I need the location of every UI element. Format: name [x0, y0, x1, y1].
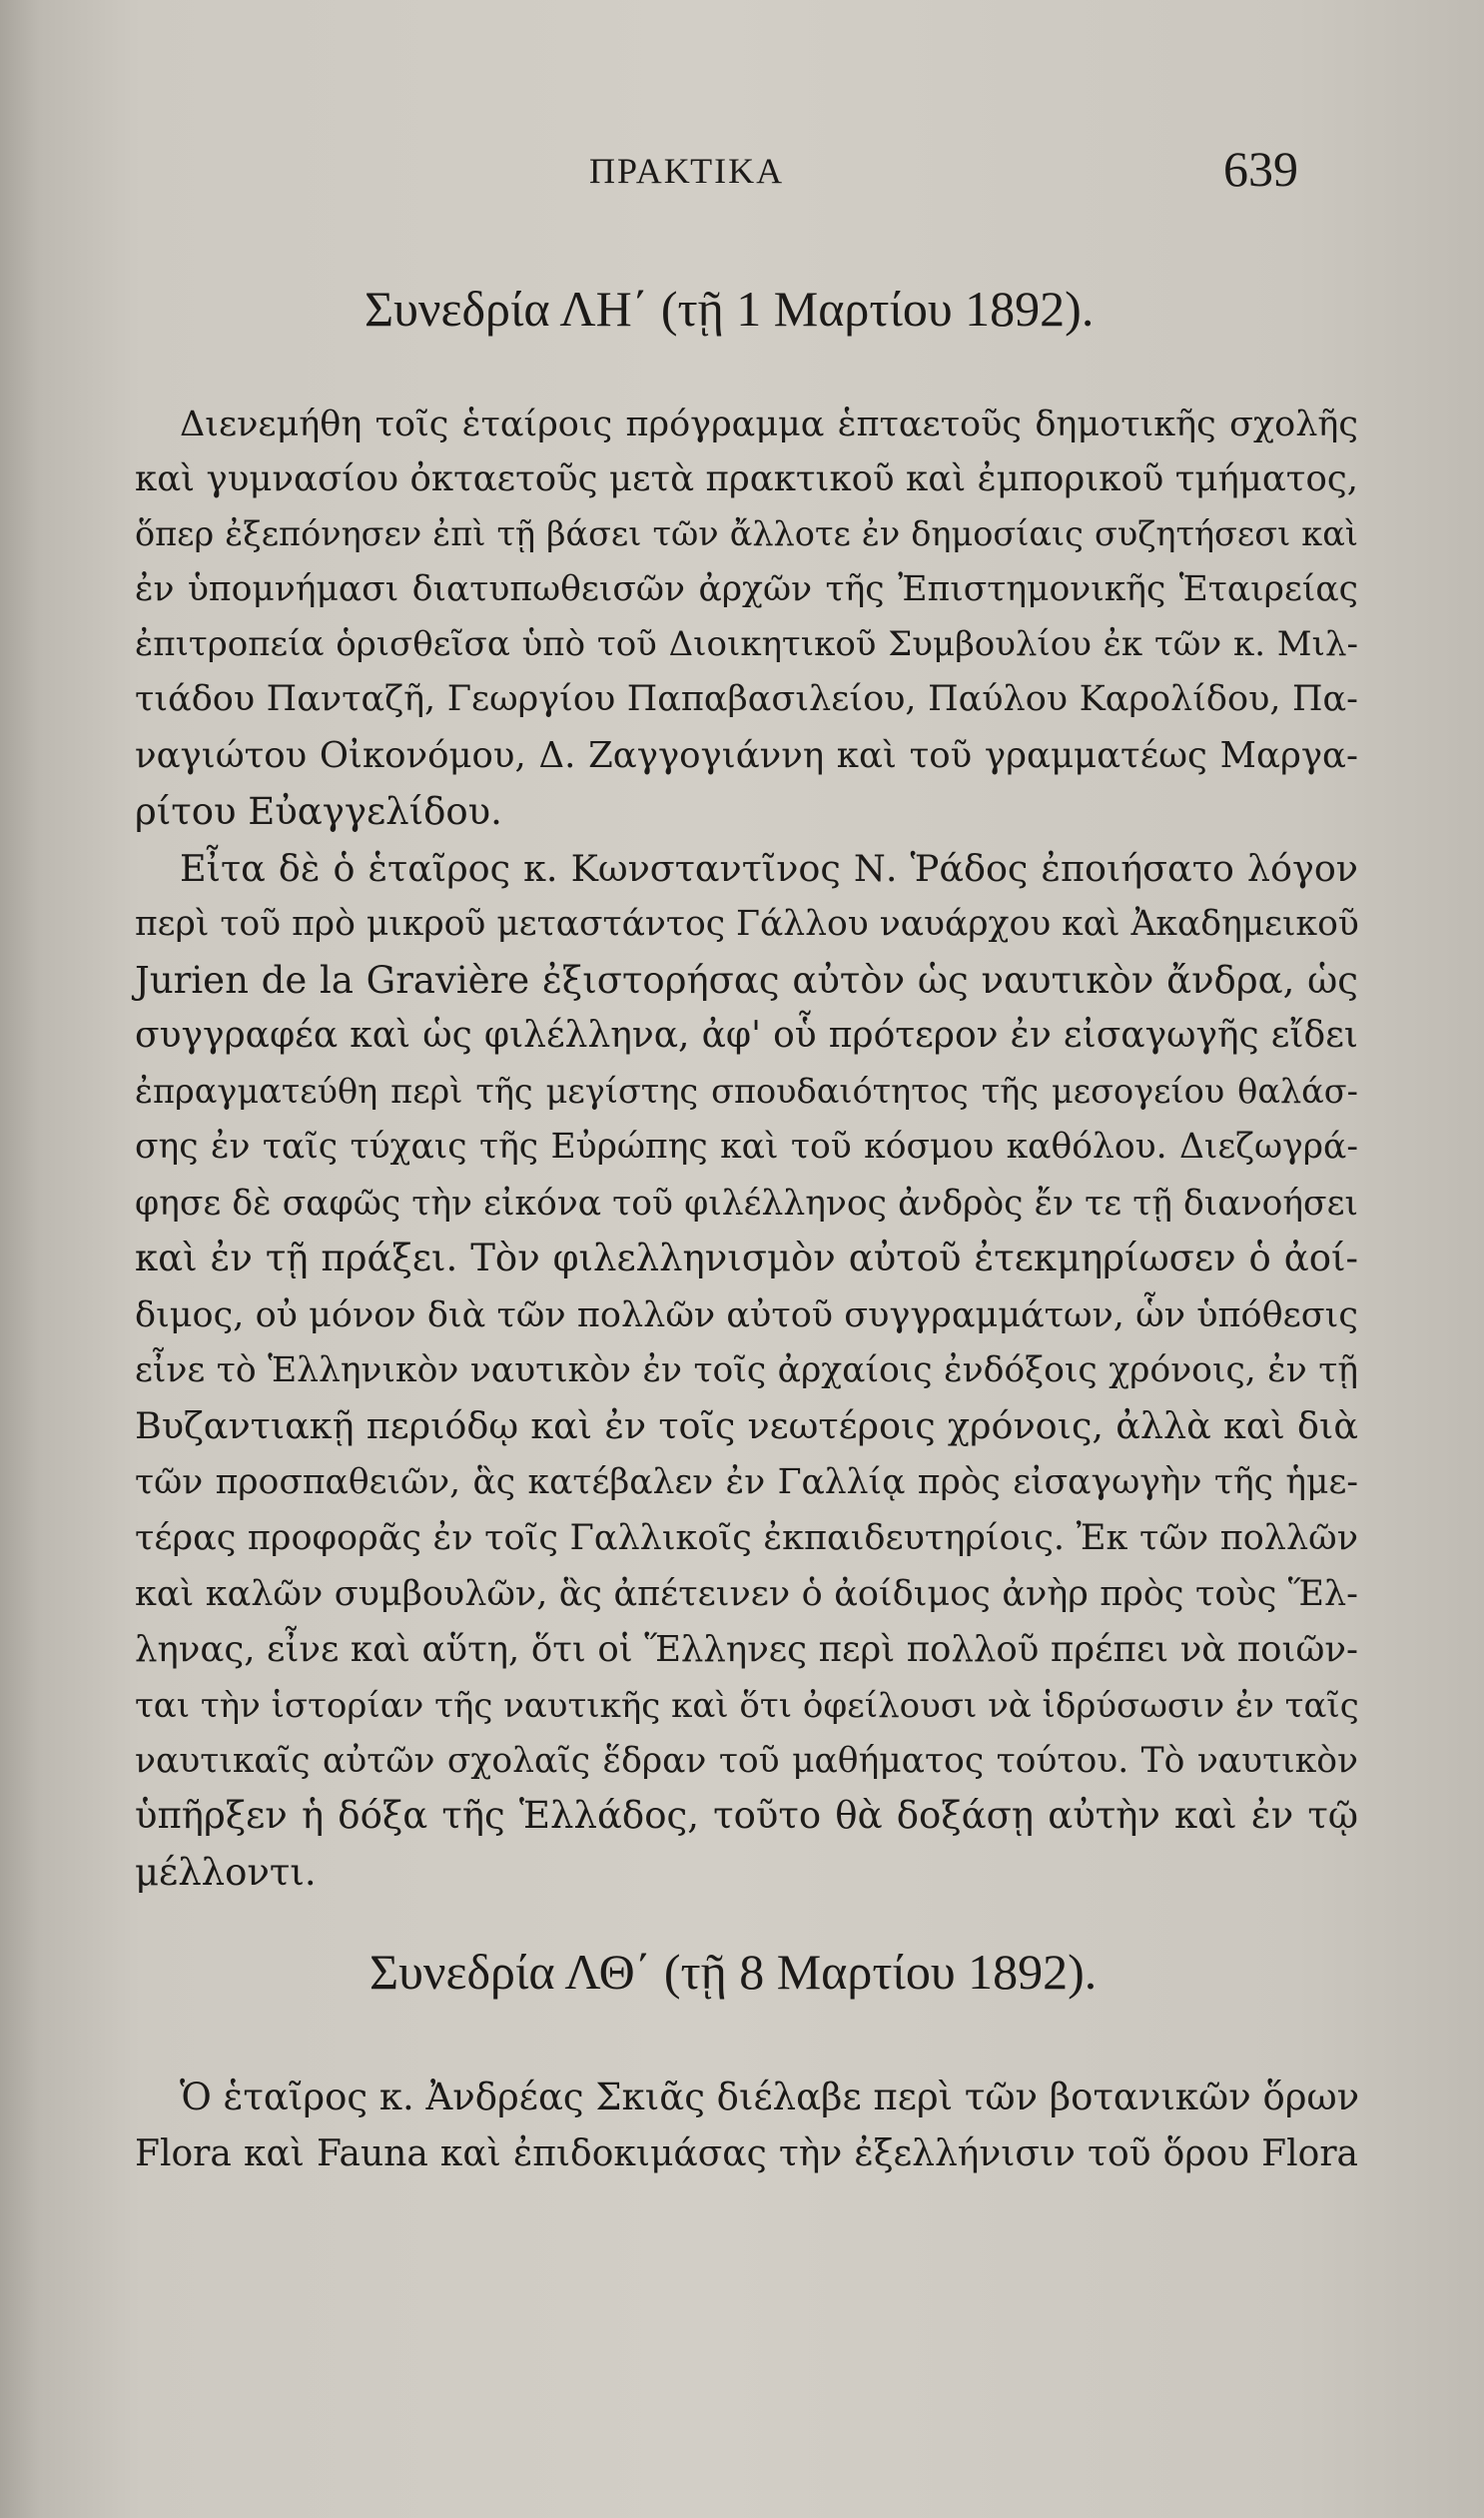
text-line: φησε δὲ σαφῶς τὴν εἰκόνα τοῦ φιλέλληνος ἀνδρὸς ἔν τε τῇ διανοήσει: [135, 1184, 1358, 1224]
text-line: καὶ ἐν τῇ πράξει. Τὸν φιλελληνισμὸν αὐτοῦ ἐτεκμηρίωσεν ὁ ἀοί-: [135, 1237, 1358, 1279]
text-line: ἐπραγματεύθη περὶ τῆς μεγίστης σπουδαιότητος τῆς μεσογείου θαλάσ-: [135, 1072, 1358, 1111]
text-line: συγγραφέα καὶ ὡς φιλέλληνα, ἀφ' οὗ πρότερον ἐν εἰσαγωγῆς εἴδει: [135, 1015, 1358, 1056]
text-line: τῶν προσπαθειῶν, ἃς κατέβαλεν ἐν Γαλλίᾳ πρὸς εἰσαγωγὴν τῆς ἡμε-: [135, 1462, 1358, 1502]
text-line: τέρας προφορᾶς ἐν τοῖς Γαλλικοῖς ἐκπαιδευτηρίοις. Ἐκ τῶν πολλῶν: [135, 1518, 1358, 1558]
text-line: τιάδου Πανταζῆ, Γεωργίου Παπαβασιλείου, Παύλου Καρολίδου, Πα-: [135, 679, 1358, 719]
running-title: ΠΡΑΚΤΙΚΑ: [589, 151, 785, 191]
text-line: σης ἐν ταῖς τύχαις τῆς Εὐρώπης καὶ τοῦ κόσμου καθόλου. Διεζωγρά-: [135, 1127, 1358, 1167]
text-line: ρίτου Εὐαγγελίδου.: [135, 790, 502, 833]
text-line: ὅπερ ἐξεπόνησεν ἐπὶ τῇ βάσει τῶν ἄλλοτε ἐν δημοσίαις συζητήσεσι καὶ: [135, 514, 1358, 553]
text-line: ἐπιτροπεία ὁρισθεῖσα ὑπὸ τοῦ Διοικητικοῦ Συμβουλίου ἐκ τῶν κ. Μιλ-: [135, 624, 1358, 664]
text-line: ὑπῆρξεν ἡ δόξα τῆς Ἑλλάδος, τοῦτο θὰ δοξάσῃ αὐτὴν καὶ ἐν τῷ: [135, 1794, 1358, 1837]
text-line: καὶ καλῶν συμβουλῶν, ἃς ἀπέτεινεν ὁ ἀοίδιμος ἀνὴρ πρὸς τοὺς Ἕλ-: [135, 1574, 1358, 1614]
text-line: Εἶτα δὲ ὁ ἑταῖρος κ. Κωνσταντῖνος Ν. Ῥάδος ἐποιήσατο λόγον: [180, 847, 1358, 890]
text-line: ληνας, εἶνε καὶ αὕτη, ὅτι οἱ Ἕλληνες περὶ πολλοῦ πρέπει νὰ ποιῶν-: [135, 1629, 1358, 1670]
text-line: μέλλοντι.: [135, 1851, 317, 1894]
text-line: Flora καὶ Fauna καὶ ἐπιδοκιμάσας τὴν ἐξελλήνισιν τοῦ ὅρου Flora: [135, 2133, 1358, 2174]
running-head: [0, 140, 1484, 200]
text-line: Jurien de la Gravière ἐξιστορήσας αὐτὸν ὡς ναυτικὸν ἄνδρα, ὡς: [135, 959, 1358, 1002]
page-number: 639: [1223, 141, 1298, 197]
text-line: περὶ τοῦ πρὸ μικροῦ μεταστάντος Γάλλου ναυάρχου καὶ Ἀκαδημεικοῦ: [135, 904, 1359, 944]
text-line: διμος, οὐ μόνον διὰ τῶν πολλῶν αὐτοῦ συγγραμμάτων, ὧν ὑπόθεσις: [135, 1295, 1358, 1335]
text-line: ναγιώτου Οἰκονόμου, Δ. Ζαγγογιάννη καὶ τοῦ γραμματέως Μαργα-: [135, 735, 1358, 776]
text-line: ται τὴν ἱστορίαν τῆς ναυτικῆς καὶ ὅτι ὀφείλουσι νὰ ἱδρύσωσιν ἐν ταῖς: [135, 1686, 1359, 1726]
text-line: ἐν ὑπομνήμασι διατυπωθεισῶν ἀρχῶν τῆς Ἐπιστημονικῆς Ἑταιρείας: [135, 569, 1358, 609]
text-line: Διενεμήθη τοῖς ἑταίροις πρόγραμμα ἑπταετοῦς δημοτικῆς σχολῆς: [180, 405, 1358, 444]
text-line: ναυτικαῖς αὐτῶν σχολαῖς ἕδραν τοῦ μαθήματος τούτου. Τὸ ναυτικὸν: [135, 1741, 1358, 1781]
text-line: Ὁ ἑταῖρος κ. Ἀνδρέας Σκιᾶς διέλαβε περὶ τῶν βοτανικῶν ὅρων: [180, 2076, 1360, 2118]
session-heading-2: Συνεδρία ΛΘ΄ (τῇ 8 Μαρτίου 1892).: [370, 1944, 1098, 2000]
session-heading-1: Συνεδρία ΛΗ΄ (τῇ 1 Μαρτίου 1892).: [365, 281, 1095, 337]
text-line: καὶ γυμνασίου ὀκταετοῦς μετὰ πρακτικοῦ καὶ ἐμπορικοῦ τμήματος,: [135, 458, 1358, 499]
text-line: εἶνε τὸ Ἑλληνικὸν ναυτικὸν ἐν τοῖς ἀρχαίοις ἐνδόξοις χρόνοις, ἐν τῇ: [135, 1350, 1358, 1390]
text-line: Βυζαντιακῇ περιόδῳ καὶ ἐν τοῖς νεωτέροις χρόνοις, ἀλλὰ καὶ διὰ: [135, 1404, 1358, 1447]
